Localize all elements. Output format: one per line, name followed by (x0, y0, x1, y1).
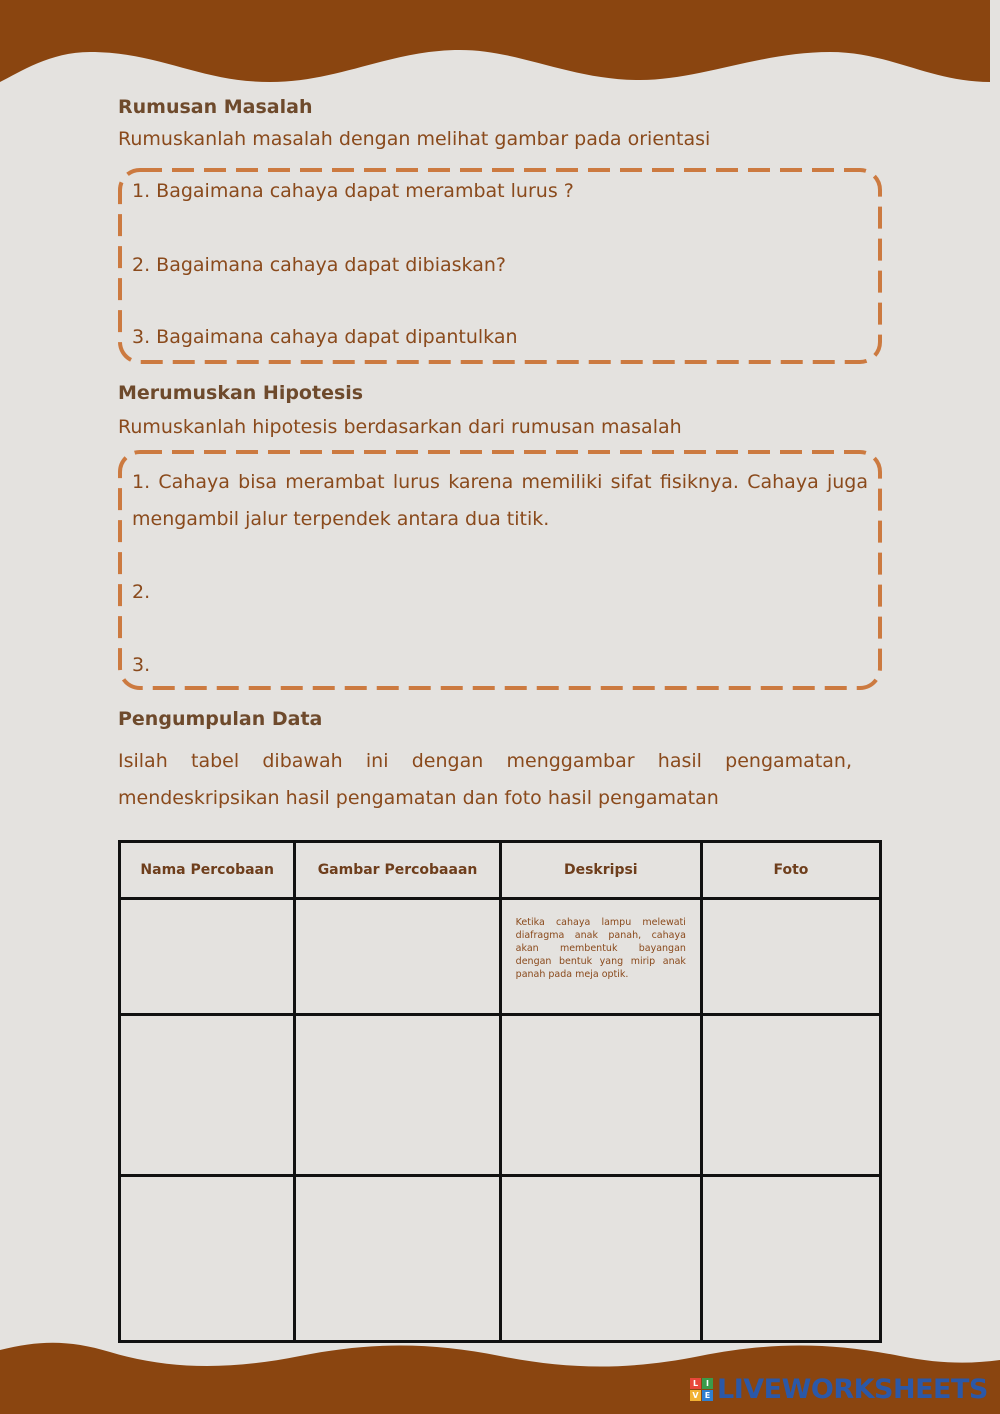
cell-foto[interactable] (701, 1176, 880, 1342)
hipotesis-item-2[interactable]: 2. (132, 581, 151, 603)
pengumpulan-instruction-line-1: Isilah tabel dibawah ini dengan menggambar hasil pengamatan, (118, 750, 852, 772)
cell-gambar-percobaan[interactable] (295, 1015, 500, 1176)
logo-letter-v: V (690, 1390, 701, 1401)
liveworksheets-brand[interactable] (690, 1374, 988, 1405)
cell-foto[interactable] (701, 1015, 880, 1176)
liveworksheets-wordmark: LIVEWORKSHEETS (717, 1374, 988, 1405)
cell-deskripsi[interactable] (500, 899, 701, 1015)
hipotesis-item-1-line-1: 1. Cahaya bisa merambat lurus karena memiliki sifat fisiknya. Cahaya juga (132, 471, 868, 493)
rumusan-heading: Rumusan Masalah (118, 96, 313, 118)
cell-gambar-percobaan[interactable] (295, 1176, 500, 1342)
cell-gambar-percobaan[interactable] (295, 899, 500, 1015)
pengumpulan-instruction (118, 743, 852, 817)
hipotesis-item-1[interactable] (132, 464, 868, 538)
cell-nama-percobaan[interactable] (120, 899, 295, 1015)
cell-deskripsi[interactable] (500, 1176, 701, 1342)
logo-letter-i: I (702, 1378, 713, 1389)
header-deskripsi: Deskripsi (500, 842, 701, 899)
table-row (120, 1176, 881, 1342)
liveworksheets-logo-icon (690, 1378, 713, 1401)
table-row (120, 899, 881, 1015)
pengumpulan-instruction-line-2: mendeskripsikan hasil pengamatan dan foto hasil pengamatan (118, 787, 719, 809)
table-header-row (120, 842, 881, 899)
hipotesis-item-1-line-2: mengambil jalur terpendek antara dua titik. (132, 508, 550, 530)
row1-description: Ketika cahaya lampu melewati diafragma anak panah, cahaya akan membentuk bayangan dengan bentuk yang mirip anak panah pada meja optik. (515, 917, 686, 980)
pengumpulan-heading: Pengumpulan Data (118, 708, 323, 730)
cell-nama-percobaan[interactable] (120, 1176, 295, 1342)
cell-deskripsi[interactable] (500, 1015, 701, 1176)
rumusan-instruction: Rumuskanlah masalah dengan melihat gambar pada orientasi (118, 128, 711, 150)
rumusan-item-2: 2. Bagaimana cahaya dapat dibiaskan? (132, 254, 506, 276)
rumusan-item-3: 3. Bagaimana cahaya dapat dipantulkan (132, 326, 518, 348)
hipotesis-item-3[interactable]: 3. (132, 654, 151, 676)
cell-foto[interactable] (701, 899, 880, 1015)
cell-nama-percobaan[interactable] (120, 1015, 295, 1176)
rumusan-item-1: 1. Bagaimana cahaya dapat merambat lurus ? (132, 180, 574, 202)
logo-letter-l: L (690, 1378, 701, 1389)
hipotesis-instruction: Rumuskanlah hipotesis berdasarkan dari rumusan masalah (118, 416, 682, 438)
header-gambar-percobaan: Gambar Percobaaan (295, 842, 500, 899)
logo-letter-e: E (702, 1390, 713, 1401)
header-nama-percobaan: Nama Percobaan (120, 842, 295, 899)
observation-table (118, 840, 882, 1343)
table-row (120, 1015, 881, 1176)
header-foto: Foto (701, 842, 880, 899)
hipotesis-heading: Merumuskan Hipotesis (118, 382, 364, 404)
